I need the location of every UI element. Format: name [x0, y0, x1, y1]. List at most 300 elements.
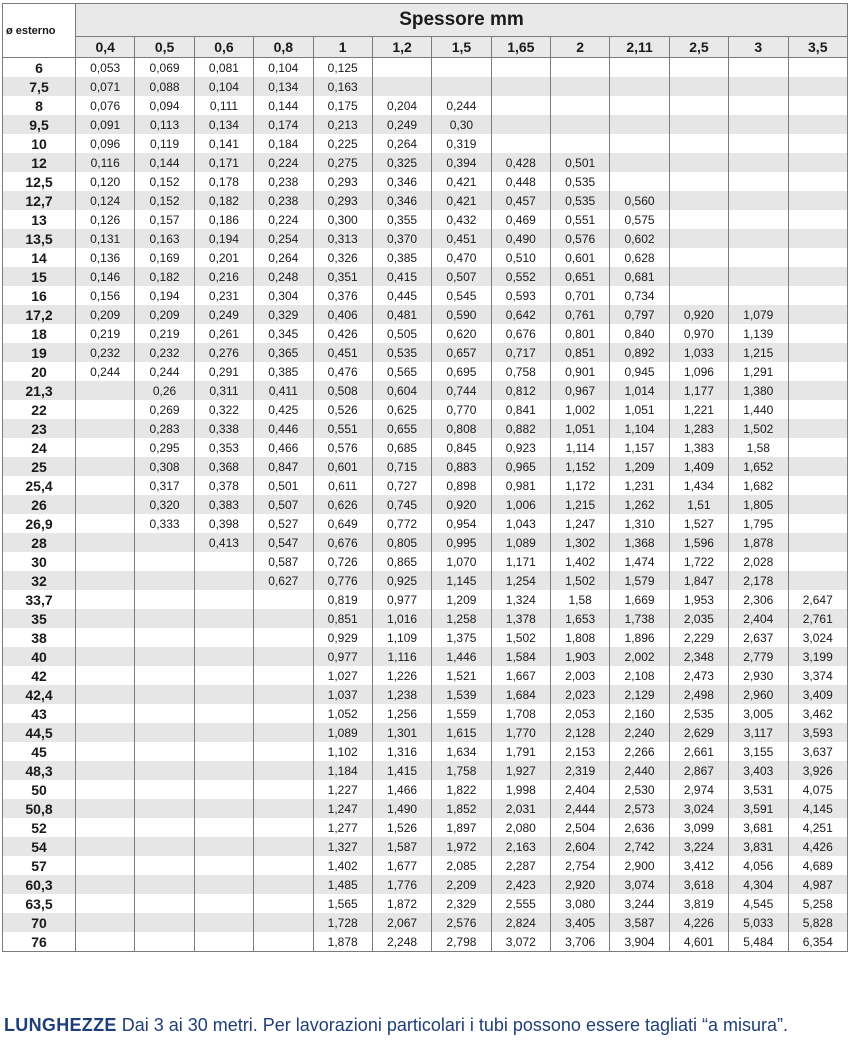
weight-cell: 1,434	[669, 476, 728, 495]
weight-cell: 0,701	[551, 286, 610, 305]
weight-cell: 1,258	[432, 609, 491, 628]
table-row	[3, 305, 848, 324]
weight-cell: 0,345	[254, 324, 313, 343]
weight-cell: 0,175	[313, 96, 372, 115]
weight-cell	[254, 647, 313, 666]
weight-cell: 0,146	[76, 267, 135, 286]
weight-cell: 2,444	[551, 799, 610, 818]
weight-cell	[76, 666, 135, 685]
weight-cell: 1,722	[669, 552, 728, 571]
weight-cell: 1,037	[313, 685, 372, 704]
weight-cell: 0,293	[313, 172, 372, 191]
outer-diameter-cell: 18	[3, 324, 76, 343]
weight-cell	[76, 609, 135, 628]
weight-cell	[729, 153, 788, 172]
weight-cell: 1,324	[491, 590, 550, 609]
weight-cell	[610, 96, 669, 115]
weight-cell: 3,462	[788, 704, 848, 723]
weight-cell: 0,269	[135, 400, 194, 419]
weight-cell	[254, 780, 313, 799]
weight-cell: 0,805	[372, 533, 431, 552]
weight-cell	[194, 780, 253, 799]
weight-cell: 1,502	[551, 571, 610, 590]
table-row	[3, 191, 848, 210]
outer-diameter-cell: 26	[3, 495, 76, 514]
weight-cell: 1,998	[491, 780, 550, 799]
weight-cell	[788, 267, 848, 286]
weight-cell: 0,510	[491, 248, 550, 267]
weight-cell: 0,501	[254, 476, 313, 495]
weight-cell: 0,244	[432, 96, 491, 115]
weight-cell	[135, 875, 194, 894]
weight-cell: 0,131	[76, 229, 135, 248]
weight-cell: 0,096	[76, 134, 135, 153]
table-row	[3, 704, 848, 723]
outer-diameter-cell: 63,5	[3, 894, 76, 913]
weight-cell: 1,490	[372, 799, 431, 818]
weight-cell: 0,144	[254, 96, 313, 115]
weight-cell: 0,421	[432, 172, 491, 191]
weight-cell	[194, 837, 253, 856]
weight-cell	[135, 647, 194, 666]
weight-cell: 0,264	[254, 248, 313, 267]
weight-cell: 2,473	[669, 666, 728, 685]
weight-cell	[76, 514, 135, 533]
weight-cell	[669, 58, 728, 78]
weight-cell: 0,120	[76, 172, 135, 191]
weight-cell: 0,611	[313, 476, 372, 495]
weight-cell: 1,215	[729, 343, 788, 362]
weight-cell: 2,129	[610, 685, 669, 704]
weight-cell: 0,295	[135, 438, 194, 457]
weight-cell: 1,006	[491, 495, 550, 514]
weight-cell	[669, 77, 728, 96]
weight-cell: 0,116	[76, 153, 135, 172]
outer-diameter-cell: 15	[3, 267, 76, 286]
weight-cell: 4,056	[729, 856, 788, 875]
weight-cell	[788, 476, 848, 495]
weight-cell: 0,174	[254, 115, 313, 134]
weight-cell: 0,157	[135, 210, 194, 229]
outer-diameter-cell: 30	[3, 552, 76, 571]
weight-cell	[788, 210, 848, 229]
weight-cell: 3,374	[788, 666, 848, 685]
table-row	[3, 590, 848, 609]
weight-cell: 1,238	[372, 685, 431, 704]
weight-cell	[76, 704, 135, 723]
weight-cell: 0,432	[432, 210, 491, 229]
weight-cell: 3,618	[669, 875, 728, 894]
weight-cell	[610, 77, 669, 96]
weight-cell: 2,637	[729, 628, 788, 647]
table-row	[3, 115, 848, 134]
weight-cell: 4,601	[669, 932, 728, 952]
table-row	[3, 324, 848, 343]
weight-cell: 2,761	[788, 609, 848, 628]
weight-cell: 0,194	[194, 229, 253, 248]
weight-cell: 1,927	[491, 761, 550, 780]
outer-diameter-cell: 21,3	[3, 381, 76, 400]
weight-cell	[432, 77, 491, 96]
weight-cell: 0,225	[313, 134, 372, 153]
weight-cell	[729, 115, 788, 134]
outer-diameter-cell: 76	[3, 932, 76, 952]
weight-cell	[194, 894, 253, 913]
weight-cell	[788, 552, 848, 571]
weight-cell	[669, 210, 728, 229]
weight-cell: 0,967	[551, 381, 610, 400]
outer-diameter-cell: 50,8	[3, 799, 76, 818]
weight-cell: 0,576	[313, 438, 372, 457]
weight-cell: 1,903	[551, 647, 610, 666]
weight-cell: 5,484	[729, 932, 788, 952]
weight-cell: 0,808	[432, 419, 491, 438]
weight-cell	[729, 267, 788, 286]
weight-cell	[254, 742, 313, 761]
weight-cell	[135, 818, 194, 837]
table-row	[3, 571, 848, 590]
weight-cell: 1,209	[610, 457, 669, 476]
weight-cell: 0,535	[372, 343, 431, 362]
weight-cell: 0,171	[194, 153, 253, 172]
weight-cell	[788, 153, 848, 172]
weight-cell	[729, 77, 788, 96]
outer-diameter-cell: 16	[3, 286, 76, 305]
weight-cell: 0,717	[491, 343, 550, 362]
weight-cell: 0,626	[313, 495, 372, 514]
thickness-column-header: 2,5	[669, 37, 728, 58]
weight-cell	[194, 666, 253, 685]
weight-cell: 0,657	[432, 343, 491, 362]
weight-cell: 0,249	[194, 305, 253, 324]
weight-cell	[729, 248, 788, 267]
weight-cell: 1,770	[491, 723, 550, 742]
weight-cell: 0,819	[313, 590, 372, 609]
weight-cell	[194, 609, 253, 628]
outer-diameter-cell: 57	[3, 856, 76, 875]
thickness-column-header: 0,4	[76, 37, 135, 58]
weight-cell: 2,498	[669, 685, 728, 704]
weight-cell: 1,043	[491, 514, 550, 533]
weight-cell: 1,277	[313, 818, 372, 837]
weight-cell: 2,329	[432, 894, 491, 913]
weight-cell: 0,490	[491, 229, 550, 248]
weight-cell: 0,727	[372, 476, 431, 495]
weight-cell: 1,089	[491, 533, 550, 552]
weight-cell	[135, 761, 194, 780]
weight-cell: 0,745	[372, 495, 431, 514]
weight-cell: 0,244	[135, 362, 194, 381]
weight-cell: 3,224	[669, 837, 728, 856]
weight-cell: 2,404	[729, 609, 788, 628]
weight-cell: 0,182	[135, 267, 194, 286]
weight-cell	[788, 229, 848, 248]
weight-cell	[194, 571, 253, 590]
weight-cell: 2,128	[551, 723, 610, 742]
weight-cell: 1,316	[372, 742, 431, 761]
table-row	[3, 77, 848, 96]
table-row	[3, 742, 848, 761]
outer-diameter-cell: 13,5	[3, 229, 76, 248]
weight-cell: 0,726	[313, 552, 372, 571]
weight-cell	[76, 780, 135, 799]
weight-cell: 0,261	[194, 324, 253, 343]
weight-cell: 0,113	[135, 115, 194, 134]
outer-diameter-cell: 24	[3, 438, 76, 457]
weight-cell: 0,365	[254, 343, 313, 362]
weight-cell: 0,134	[254, 77, 313, 96]
weight-cell: 1,327	[313, 837, 372, 856]
outer-diameter-cell: 9,5	[3, 115, 76, 134]
weight-cell: 1,380	[729, 381, 788, 400]
weight-cell: 5,828	[788, 913, 848, 932]
weight-cell: 0,457	[491, 191, 550, 210]
weight-cell: 2,754	[551, 856, 610, 875]
weight-cell: 0,209	[135, 305, 194, 324]
weight-cell: 0,378	[194, 476, 253, 495]
weight-cell: 1,565	[313, 894, 372, 913]
weight-cell: 0,734	[610, 286, 669, 305]
weight-cell: 2,647	[788, 590, 848, 609]
weight-cell: 0,238	[254, 191, 313, 210]
weight-cell: 2,930	[729, 666, 788, 685]
weight-cell: 1,157	[610, 438, 669, 457]
table-row	[3, 343, 848, 362]
weight-cell: 3,904	[610, 932, 669, 952]
weight-cell: 6,354	[788, 932, 848, 952]
weight-cell: 0,655	[372, 419, 431, 438]
weight-cell	[194, 799, 253, 818]
weight-cell	[135, 742, 194, 761]
weight-cell: 1,221	[669, 400, 728, 419]
weight-cell: 1,368	[610, 533, 669, 552]
weight-cell: 1,527	[669, 514, 728, 533]
weight-cell: 3,926	[788, 761, 848, 780]
weight-cell: 0,695	[432, 362, 491, 381]
weight-cell: 1,226	[372, 666, 431, 685]
weight-cell	[135, 685, 194, 704]
table-row	[3, 837, 848, 856]
weight-cell: 0,421	[432, 191, 491, 210]
weight-cell	[669, 153, 728, 172]
weight-cell: 1,177	[669, 381, 728, 400]
weight-cell: 0,560	[610, 191, 669, 210]
weight-cell: 2,067	[372, 913, 431, 932]
weight-cell: 2,440	[610, 761, 669, 780]
outer-diameter-cell: 20	[3, 362, 76, 381]
weight-cell: 4,075	[788, 780, 848, 799]
weight-cell	[76, 476, 135, 495]
weight-cell: 4,545	[729, 894, 788, 913]
weight-cell	[788, 134, 848, 153]
weight-cell	[194, 647, 253, 666]
weight-cell: 0,469	[491, 210, 550, 229]
weight-cell	[788, 438, 848, 457]
weight-cell: 0,970	[669, 324, 728, 343]
table-row	[3, 856, 848, 875]
weight-cell: 2,779	[729, 647, 788, 666]
weight-cell: 0,201	[194, 248, 253, 267]
table-row	[3, 134, 848, 153]
weight-cell: 1,587	[372, 837, 431, 856]
weight-cell: 4,987	[788, 875, 848, 894]
weight-cell	[729, 210, 788, 229]
weight-cell: 0,194	[135, 286, 194, 305]
weight-cell: 2,240	[610, 723, 669, 742]
weight-cell	[788, 400, 848, 419]
weight-cell: 1,378	[491, 609, 550, 628]
weight-cell: 2,153	[551, 742, 610, 761]
outer-diameter-cell: 25	[3, 457, 76, 476]
weight-cell: 1,402	[313, 856, 372, 875]
weight-cell: 0,426	[313, 324, 372, 343]
weight-cell: 0,527	[254, 514, 313, 533]
weight-cell: 1,383	[669, 438, 728, 457]
weight-cell: 0,451	[432, 229, 491, 248]
thickness-column-header: 3	[729, 37, 788, 58]
weight-cell: 0,470	[432, 248, 491, 267]
weight-cell: 2,163	[491, 837, 550, 856]
weight-cell	[76, 571, 135, 590]
outer-diameter-cell: 14	[3, 248, 76, 267]
weight-cell: 1,808	[551, 628, 610, 647]
weight-cell: 1,070	[432, 552, 491, 571]
weight-cell: 2,573	[610, 799, 669, 818]
weight-cell: 1,791	[491, 742, 550, 761]
weight-cell: 1,708	[491, 704, 550, 723]
weight-cell: 1,805	[729, 495, 788, 514]
weight-cell: 0,681	[610, 267, 669, 286]
weight-cell: 0,481	[372, 305, 431, 324]
table-row	[3, 932, 848, 952]
thickness-column-header: 0,5	[135, 37, 194, 58]
weight-cell: 0,383	[194, 495, 253, 514]
weight-cell: 0,30	[432, 115, 491, 134]
weight-cell	[254, 666, 313, 685]
weight-cell	[76, 590, 135, 609]
weight-cell	[194, 932, 253, 952]
weight-cell: 1,738	[610, 609, 669, 628]
weight-cell	[788, 571, 848, 590]
weight-cell	[788, 324, 848, 343]
weight-cell: 1,466	[372, 780, 431, 799]
weight-cell	[788, 514, 848, 533]
weight-cell: 0,134	[194, 115, 253, 134]
weight-cell: 0,26	[135, 381, 194, 400]
weight-cell: 1,896	[610, 628, 669, 647]
weight-cell: 0,954	[432, 514, 491, 533]
weight-cell: 0,351	[313, 267, 372, 286]
weight-cell	[610, 153, 669, 172]
weight-cell: 0,801	[551, 324, 610, 343]
thickness-column-headers	[3, 37, 848, 58]
outer-diameter-cell: 12,5	[3, 172, 76, 191]
weight-cell: 1,502	[491, 628, 550, 647]
weight-cell: 1,852	[432, 799, 491, 818]
weight-cell: 2,636	[610, 818, 669, 837]
weight-cell: 3,117	[729, 723, 788, 742]
outer-diameter-cell: 8	[3, 96, 76, 115]
weight-cell	[372, 58, 431, 78]
weight-cell: 0,254	[254, 229, 313, 248]
weight-cell	[76, 761, 135, 780]
weight-cell: 2,306	[729, 590, 788, 609]
weight-cell	[135, 856, 194, 875]
thickness-column-header: 0,6	[194, 37, 253, 58]
weight-cell: 3,405	[551, 913, 610, 932]
weight-cell	[194, 913, 253, 932]
weight-cell	[135, 780, 194, 799]
weight-cell	[135, 571, 194, 590]
weight-cell: 1,227	[313, 780, 372, 799]
weight-cell: 1,033	[669, 343, 728, 362]
weight-cell: 0,163	[313, 77, 372, 96]
weight-cell: 1,634	[432, 742, 491, 761]
outer-diameter-cell: 42,4	[3, 685, 76, 704]
weight-cell: 2,742	[610, 837, 669, 856]
weight-cell	[76, 856, 135, 875]
weight-cell: 3,587	[610, 913, 669, 932]
weight-cell	[135, 590, 194, 609]
weight-cell: 0,840	[610, 324, 669, 343]
table-row	[3, 780, 848, 799]
weight-cell: 1,58	[551, 590, 610, 609]
weight-cell: 1,116	[372, 647, 431, 666]
weight-cell: 1,953	[669, 590, 728, 609]
weight-table	[2, 3, 848, 952]
weight-cell: 2,080	[491, 818, 550, 837]
weight-cell	[194, 761, 253, 780]
weight-cell: 2,035	[669, 609, 728, 628]
weight-cell: 0,552	[491, 267, 550, 286]
weight-cell	[76, 647, 135, 666]
weight-cell: 0,851	[313, 609, 372, 628]
weight-cell	[610, 115, 669, 134]
weight-cell: 0,676	[313, 533, 372, 552]
weight-cell: 4,226	[669, 913, 728, 932]
weight-cell: 2,867	[669, 761, 728, 780]
weight-cell: 0,476	[313, 362, 372, 381]
weight-cell: 3,080	[551, 894, 610, 913]
weight-cell: 2,229	[669, 628, 728, 647]
weight-cell: 3,199	[788, 647, 848, 666]
weight-cell: 0,587	[254, 552, 313, 571]
weight-cell: 0,319	[432, 134, 491, 153]
weight-cell: 0,413	[194, 533, 253, 552]
weight-cell	[194, 704, 253, 723]
weight-cell: 3,099	[669, 818, 728, 837]
weight-cell	[729, 286, 788, 305]
weight-cell	[372, 77, 431, 96]
weight-cell: 0,977	[372, 590, 431, 609]
weight-cell: 0,981	[491, 476, 550, 495]
weight-cell: 1,58	[729, 438, 788, 457]
weight-cell: 5,033	[729, 913, 788, 932]
weight-cell: 1,302	[551, 533, 610, 552]
weight-cell: 2,031	[491, 799, 550, 818]
weight-cell	[729, 172, 788, 191]
weight-cell: 0,291	[194, 362, 253, 381]
weight-cell: 1,145	[432, 571, 491, 590]
weight-cell: 2,404	[551, 780, 610, 799]
weight-cell: 0,071	[76, 77, 135, 96]
weight-cell: 0,847	[254, 457, 313, 476]
thickness-column-header: 1	[313, 37, 372, 58]
weight-cell	[610, 172, 669, 191]
weight-cell: 3,531	[729, 780, 788, 799]
weight-cell	[669, 248, 728, 267]
outer-diameter-cell: 38	[3, 628, 76, 647]
